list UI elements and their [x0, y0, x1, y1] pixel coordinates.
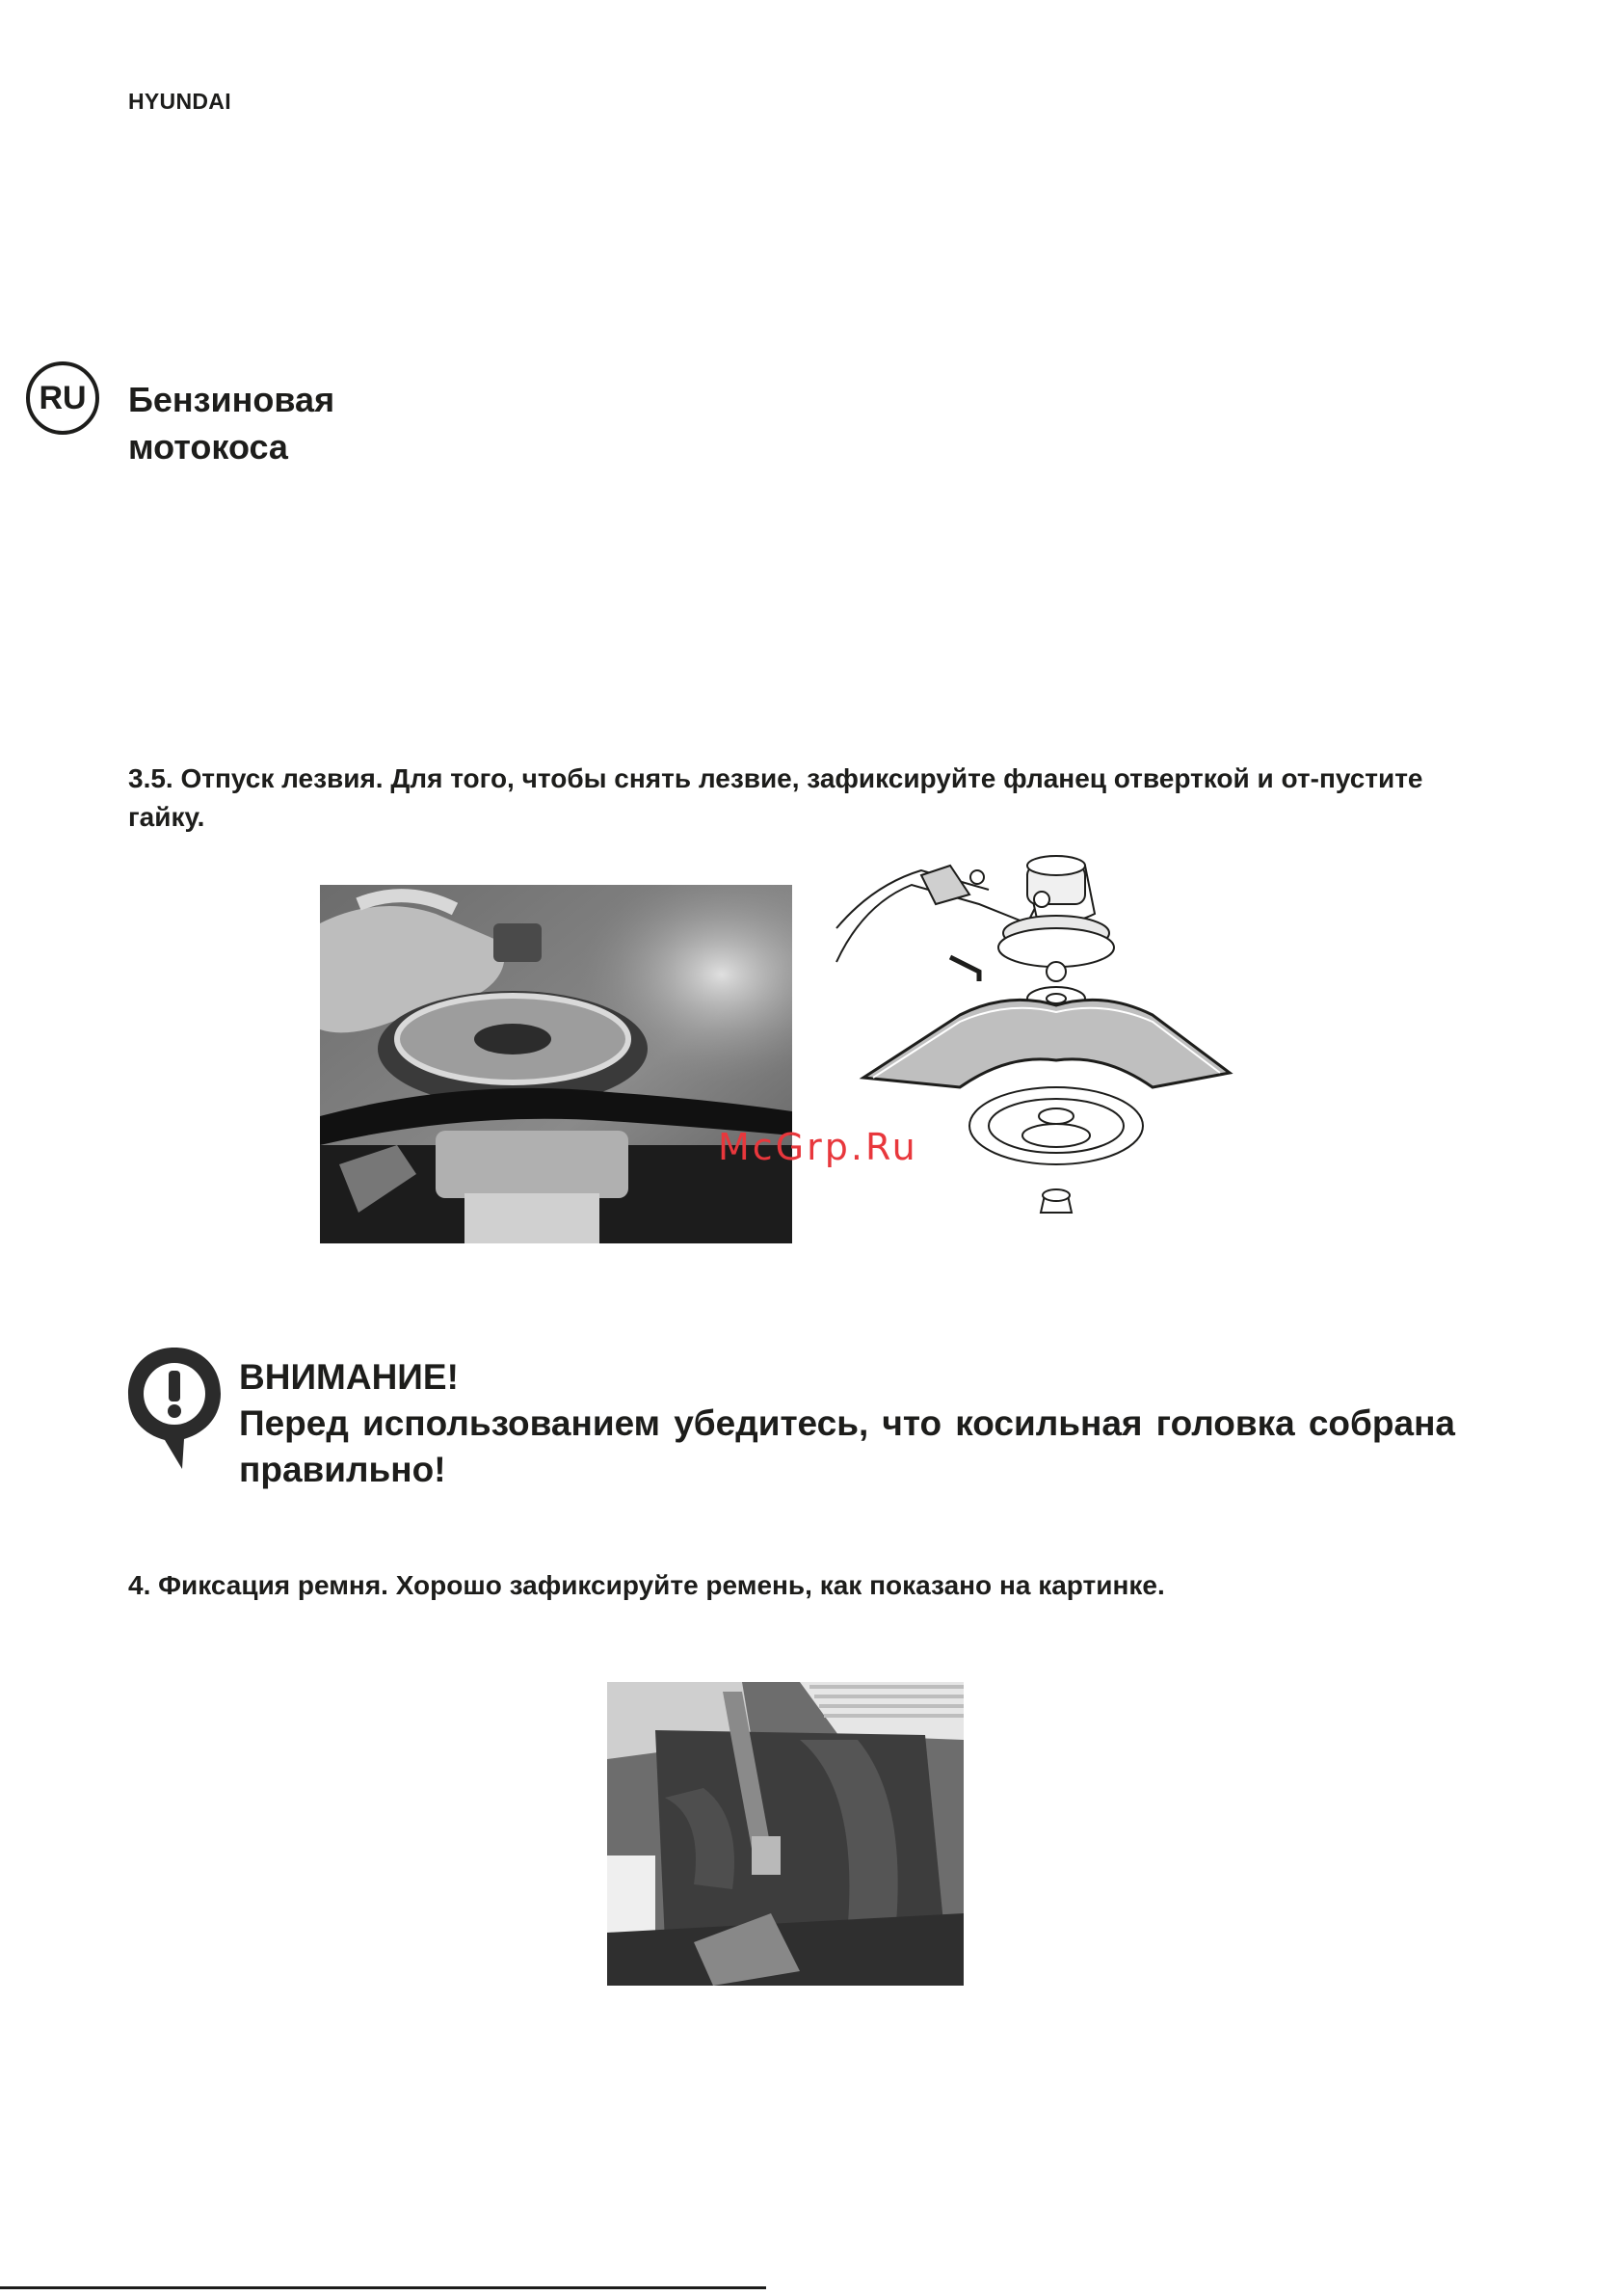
- brand-header: HYUNDAI: [128, 89, 231, 114]
- language-badge: RU: [26, 361, 99, 435]
- blade-removal-photo: [320, 885, 792, 1243]
- footer-rule: [0, 2286, 766, 2289]
- warning-title: ВНИМАНИЕ!: [239, 1357, 459, 1397]
- title-line-1: Бензиновая: [128, 380, 335, 419]
- watermark: McGrp.Ru: [718, 1126, 918, 1168]
- title-line-2: мотокоса: [128, 427, 288, 467]
- exclamation-speech-icon: [126, 1346, 223, 1471]
- section-3-5-text: 3.5. Отпуск лезвия. Для того, чтобы снять лезвие, зафиксируйте фланец отверткой и от-пустите гайку.: [128, 763, 1423, 832]
- belt-harness-photo: [607, 1682, 964, 1986]
- page-title: [128, 376, 334, 470]
- blade-assembly-diagram: [835, 846, 1239, 1251]
- warning-text: Перед использованием убедитесь, что косильная головка собрана правильно!: [239, 1403, 1455, 1489]
- section-4-text: 4. Фиксация ремня. Хорошо зафиксируйте ремень, как показано на картинке.: [128, 1570, 1165, 1600]
